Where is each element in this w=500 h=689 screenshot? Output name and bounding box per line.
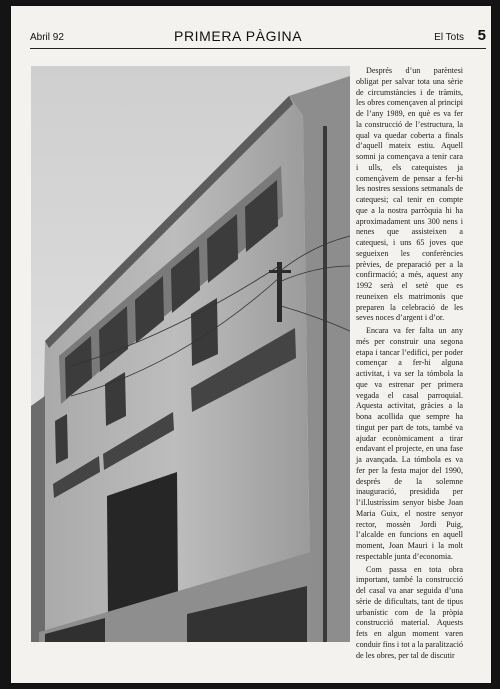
publication-name: El Tots	[434, 32, 464, 43]
article-paragraph: Com passa en tota obra important, també la construcció del casal va anar seguida d’una sèrie de dificultats, tant de tipus urbanístic com de la pròpia construcció material. Aquests fets en algun moment varen conduir fins i tot a la paralització de les obres, per tal de discutir	[356, 564, 463, 660]
issue-date: Abril 92	[30, 32, 64, 43]
article-paragraph: Després d’un parèntesi obligat per salvar tota una sèrie de circumstàncies i de tràmits, les obres començaven al principi de l’any 1989, en què es va fer la construcció de l’estructura, la qual va quedar coberta a finals d’aquell mateix estiu. Aquell somni ja començava a tenir cara i ulls, els catequistes ja començàvem de pensar a fer-hi les nostres sessions setmanals de catequesi; cal tenir en compte que a la nostra parròquia hi ha aproximadament uns 300 nens i nenes que assisteixen a catequesi, i uns 65 joves que segueixen les conferències prèvies, de preparació per a la confirmació; a més, aquest any 1992 serà el setè que es reuneixen els matrimonis que preparen la celebració de les seves noces d’argent i d’or.	[356, 66, 463, 323]
building-facade-photo	[31, 66, 350, 642]
article-paragraph: Encara va fer falta un any més per construir una segona etapa i tancar l’edifici, per poder començar a fer-hi alguna activitat, i va ser la tómbola la que va estrenar per primera vegada el casal parroquial. Aquesta activitat, gràcies a la bona acollida que sempre ha tingut per part de tots, també va ajudar econòmicament a tirar endavant el projecte, en una fase ja avançada. La tómbola es va fer per la festa major del 1990, després de la solemne inauguració, presidida per l’il.lustríssim senyor bisbe Joan Maria Guix, el nostre senyor rector, mossèn Jordi Puig, l’alcalde en funcions en aquell moment, Joan Mauri i la molt respectable junta d’economia.	[356, 326, 463, 561]
page-number: 5	[477, 27, 486, 44]
article-body	[356, 66, 463, 663]
section-title: PRIMERA PÀGINA	[174, 28, 303, 44]
building-illustration	[31, 66, 350, 642]
page-header	[30, 27, 486, 49]
